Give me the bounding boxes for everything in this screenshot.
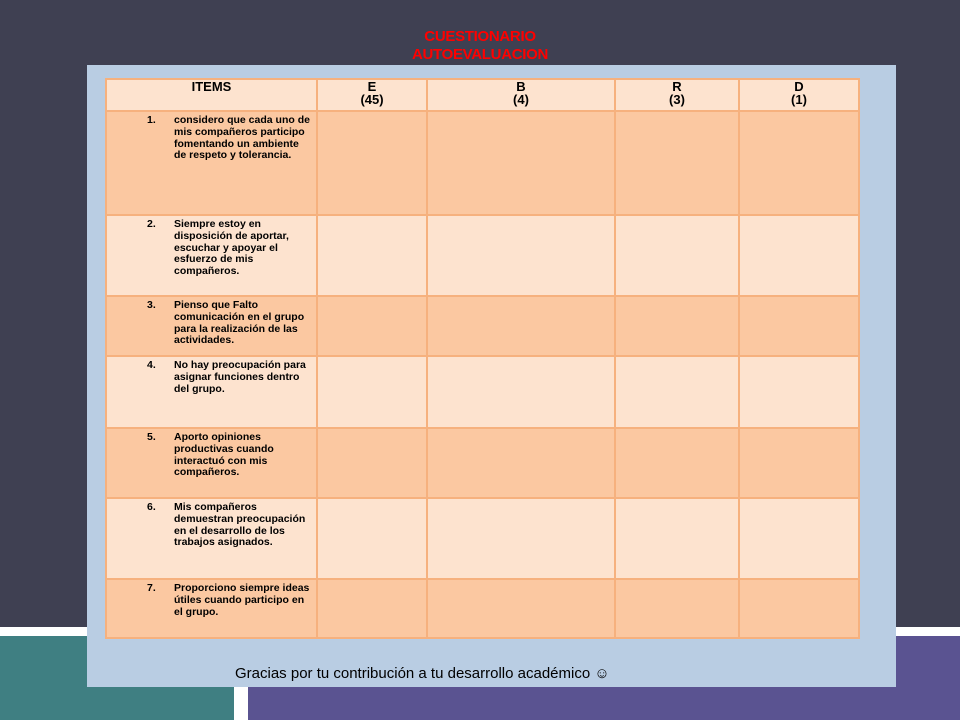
rating-cell-b[interactable] (427, 296, 615, 356)
rating-cell-r[interactable] (615, 215, 739, 296)
rating-cell-d[interactable] (739, 356, 859, 428)
table-row (106, 111, 859, 215)
rating-cell-d[interactable] (739, 498, 859, 579)
item-text: Pienso que Falto comunicación en el grupo para la realización de las actividades. (174, 299, 305, 347)
thank-you-message: Gracias por tu contribución a tu desarrollo académico ☺ (235, 665, 610, 682)
rating-cell-d[interactable] (739, 579, 859, 638)
rating-cell-d[interactable] (739, 428, 859, 498)
table-row (106, 356, 859, 428)
rating-cell-r[interactable] (615, 428, 739, 498)
rating-cell-r[interactable] (615, 498, 739, 579)
rating-cell-e[interactable] (317, 215, 427, 296)
rating-cell-r[interactable] (615, 296, 739, 356)
rating-cell-d[interactable] (739, 215, 859, 296)
item-cell (106, 356, 317, 428)
rating-cell-r[interactable] (615, 111, 739, 215)
rating-cell-e[interactable] (317, 579, 427, 638)
item-number: 4. (147, 359, 156, 371)
item-text: considero que cada uno de mis compañeros participo fomentando un ambiente de respeto y tolerancia. (174, 114, 310, 162)
rating-cell-b[interactable] (427, 579, 615, 638)
header-e: E (45) (317, 79, 427, 111)
item-text: No hay preocupación para asignar funciones dentro del grupo. (174, 359, 306, 395)
rating-cell-e[interactable] (317, 428, 427, 498)
item-number: 5. (147, 431, 156, 443)
rating-cell-b[interactable] (427, 215, 615, 296)
table-row (106, 579, 859, 638)
table-row (106, 296, 859, 356)
item-text: Mis compañeros demuestran preocupación en el desarrollo de los trabajos asignados. (174, 501, 306, 549)
rating-cell-d[interactable] (739, 296, 859, 356)
rating-cell-e[interactable] (317, 111, 427, 215)
title-line-2: AUTOEVALUACION (411, 46, 549, 63)
rating-cell-r[interactable] (615, 356, 739, 428)
survey-panel (87, 65, 896, 687)
item-cell (106, 296, 317, 356)
rating-cell-d[interactable] (739, 111, 859, 215)
table-row (106, 498, 859, 579)
item-text: Siempre estoy en disposición de aportar, escuchar y apoyar el esfuerzo de mis compañeros. (174, 218, 289, 278)
item-number: 7. (147, 582, 156, 594)
rating-cell-e[interactable] (317, 356, 427, 428)
item-text: Proporciono siempre ideas útiles cuando participo en el grupo. (174, 582, 310, 618)
rating-cell-b[interactable] (427, 428, 615, 498)
item-cell (106, 111, 317, 215)
title-line-1: CUESTIONARIO (424, 28, 536, 45)
item-number: 2. (147, 218, 156, 230)
page-title (300, 28, 660, 64)
item-number: 3. (147, 299, 156, 311)
rating-cell-b[interactable] (427, 356, 615, 428)
item-text: Aporto opiniones productivas cuando interactuó con mis compañeros. (174, 431, 274, 479)
rating-cell-e[interactable] (317, 296, 427, 356)
item-number: 1. (147, 114, 156, 126)
survey-table (105, 78, 860, 639)
header-d: D (1) (739, 79, 859, 111)
rating-cell-r[interactable] (615, 579, 739, 638)
table-row (106, 428, 859, 498)
rating-cell-e[interactable] (317, 498, 427, 579)
item-cell (106, 579, 317, 638)
item-cell (106, 428, 317, 498)
item-cell (106, 498, 317, 579)
header-row (106, 79, 859, 111)
item-cell (106, 215, 317, 296)
table-row (106, 215, 859, 296)
rating-cell-b[interactable] (427, 498, 615, 579)
header-r: R (3) (615, 79, 739, 111)
header-b: B (4) (427, 79, 615, 111)
item-number: 6. (147, 501, 156, 513)
header-items: ITEMS (106, 79, 317, 111)
rating-cell-b[interactable] (427, 111, 615, 215)
